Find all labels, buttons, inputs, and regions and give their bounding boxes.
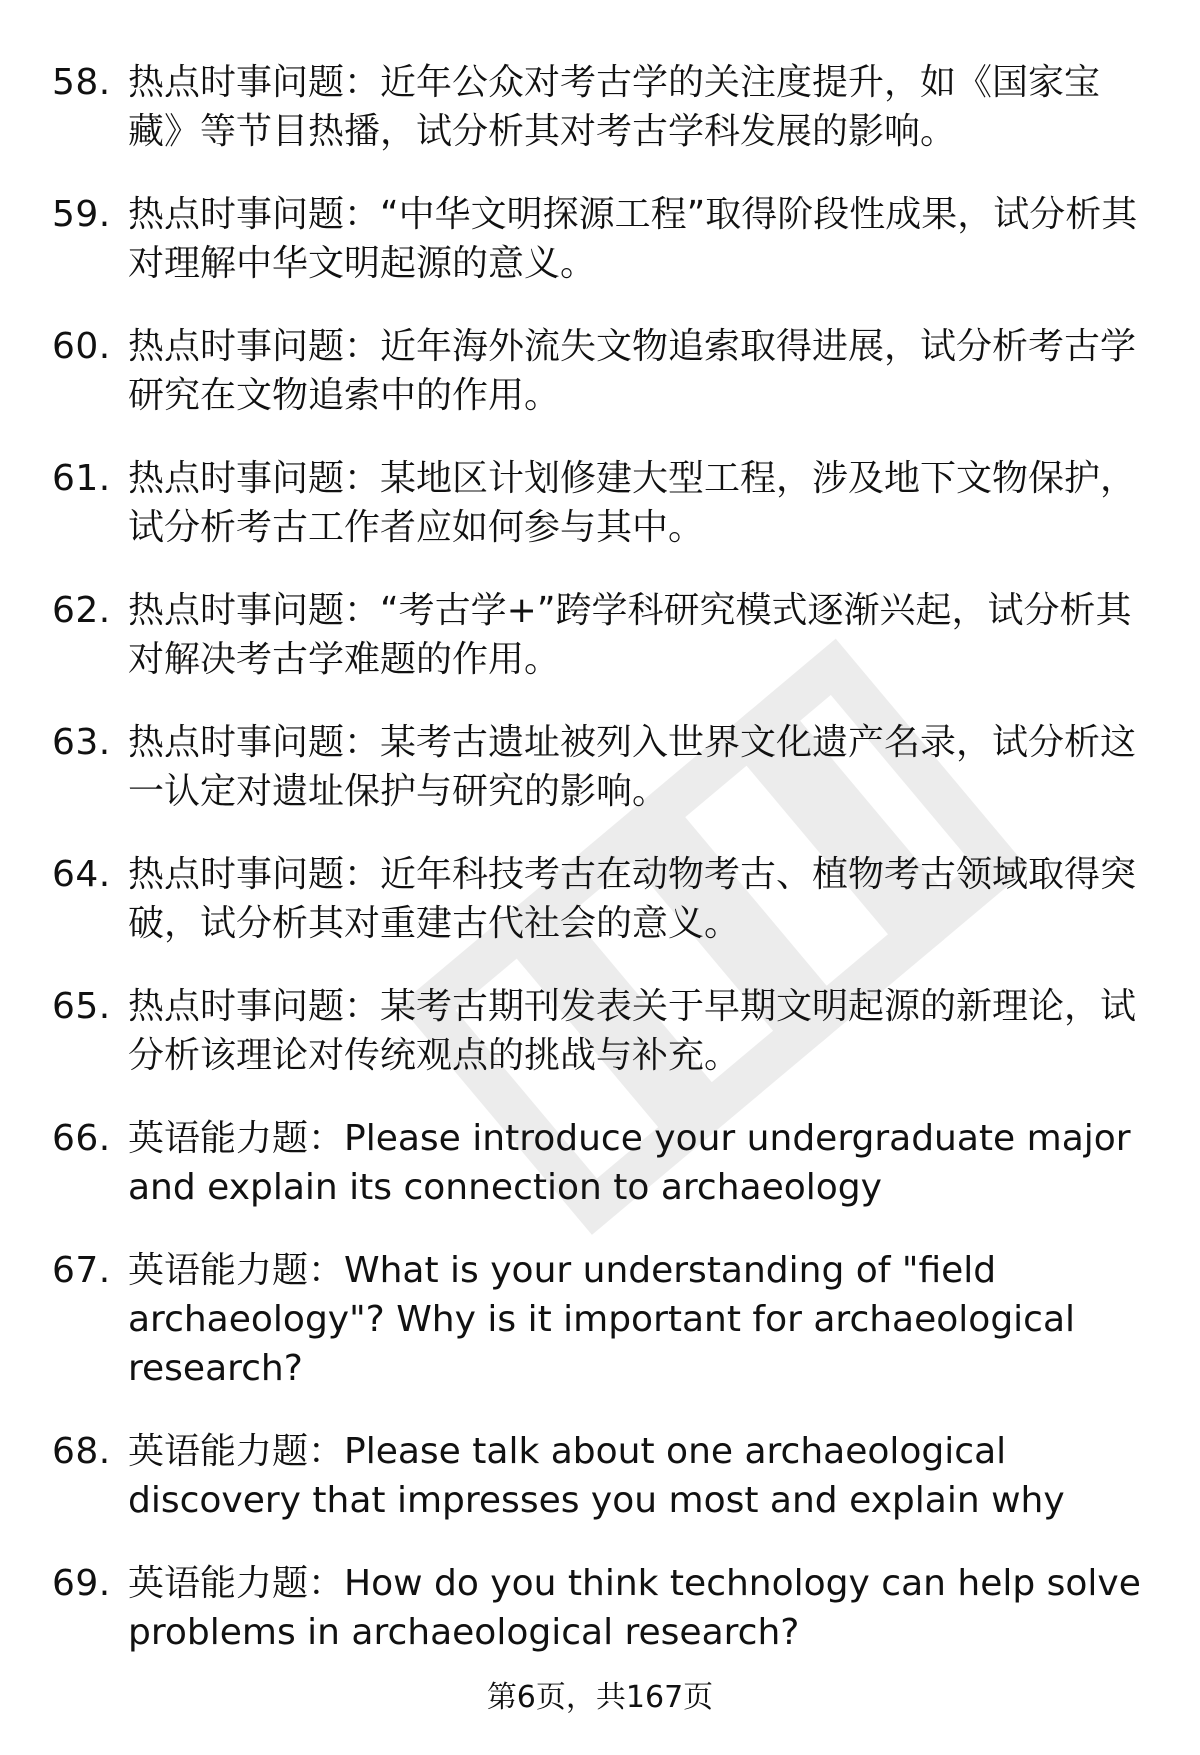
question-number: 66. xyxy=(52,1118,111,1159)
question-text: 英语能力题：Please introduce your undergraduate major and explain its connection to archaeology xyxy=(128,1118,1131,1208)
question-number: 60. xyxy=(52,326,111,367)
question-text: 热点时事问题：近年公众对考古学的关注度提升，如《国家宝藏》等节目热播，试分析其对考古学科发展的影响。 xyxy=(128,62,1101,152)
question-number: 68. xyxy=(52,1431,111,1472)
question-text: 热点时事问题：某地区计划修建大型工程，涉及地下文物保护，试分析考古工作者应如何参与其中。 xyxy=(128,458,1137,548)
question-text: 热点时事问题：某考古期刊发表关于早期文明起源的新理论，试分析该理论对传统观点的挑战与补充。 xyxy=(128,986,1137,1076)
question-text: 英语能力题：Please talk about one archaeological discovery that impresses you most and explain why xyxy=(128,1431,1065,1521)
question-number: 58. xyxy=(52,62,111,103)
question-number: 69. xyxy=(52,1563,111,1604)
question-text: 英语能力题：How do you think technology can help solve problems in archaeological research? xyxy=(128,1563,1141,1653)
question-item xyxy=(52,190,1152,288)
question-number: 67. xyxy=(52,1250,111,1291)
question-text: 热点时事问题：某考古遗址被列入世界文化遗产名录，试分析这一认定对遗址保护与研究的影响。 xyxy=(128,722,1137,812)
question-item xyxy=(52,982,1152,1080)
question-number: 61. xyxy=(52,458,111,499)
page-footer: 第6页，共167页 xyxy=(486,1680,714,1715)
question-text: 热点时事问题：“中华文明探源工程”取得阶段性成果，试分析其对理解中华文明起源的意义。 xyxy=(128,194,1138,284)
question-text: 英语能力题：What is your understanding of "field archaeology"? Why is it important for archaeological research? xyxy=(128,1250,1076,1389)
question-item xyxy=(52,454,1152,552)
question-item xyxy=(52,58,1152,156)
question-list xyxy=(52,58,1152,1691)
question-item xyxy=(52,1559,1152,1657)
question-number: 62. xyxy=(52,590,111,631)
question-item xyxy=(52,718,1152,816)
question-text: 热点时事问题：“考古学+”跨学科研究模式逐渐兴起，试分析其对解决考古学难题的作用。 xyxy=(128,590,1132,680)
question-number: 64. xyxy=(52,854,111,895)
question-item xyxy=(52,586,1152,684)
question-number: 59. xyxy=(52,194,111,235)
question-item xyxy=(52,1246,1152,1393)
question-text: 热点时事问题：近年海外流失文物追索取得进展，试分析考古学研究在文物追索中的作用。 xyxy=(128,326,1137,416)
question-item xyxy=(52,322,1152,420)
question-number: 65. xyxy=(52,986,111,1027)
question-item xyxy=(52,1114,1152,1212)
question-item xyxy=(52,1427,1152,1525)
question-number: 63. xyxy=(52,722,111,763)
question-text: 热点时事问题：近年科技考古在动物考古、植物考古领域取得突破，试分析其对重建古代社会的意义。 xyxy=(128,854,1137,944)
question-item xyxy=(52,850,1152,948)
